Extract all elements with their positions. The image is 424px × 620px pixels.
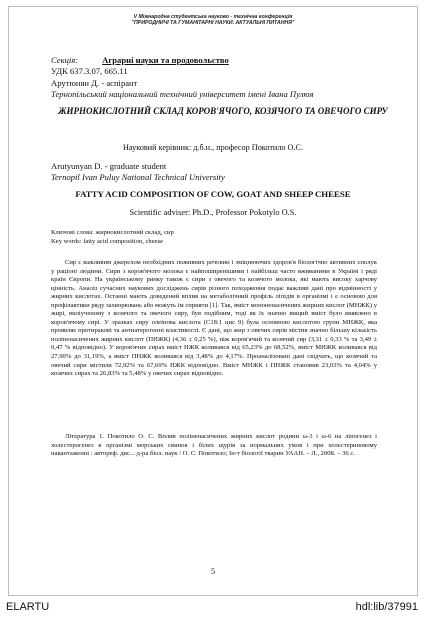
section-value: Аграрні науки та продовольство [102, 55, 229, 65]
section-line [51, 55, 229, 65]
author-en: Arutyunyan D. - graduate student [51, 161, 167, 171]
reference-paragraph: Література 1. Покотило О. С. Вплив поліненасичених жирних кислот родини ω-3 і ω-6 на ліпогенез і холестерогенез в організмі морських свинок і білих щурів за нормальних умов і при холестериновому навантаженні : автореф. дис... д-ра біол. наук / О. С. Покотило; Ін-т біології тварин УААН. – Л., 2008. – 36 с. [51, 433, 377, 458]
paper-page [8, 6, 418, 596]
author-uk: Арутюнян Д. - аспірант [51, 78, 138, 88]
udk-code: УДК 637.3.07, 665.11 [51, 66, 128, 76]
page-number: 5 [211, 567, 215, 576]
affiliation-en: Ternopil Ivan Puluy National Technical University [51, 172, 225, 182]
keywords-block [51, 229, 174, 246]
title-uk: ЖИРНОКИСЛОТНИЙ СКЛАД КОРОВ'ЯЧОГО, КОЗЯЧОГО ТА ОВЕЧОГО СИРУ [58, 106, 388, 116]
keywords-uk: Ключові слова: жирнокислотний склад, сир [51, 229, 174, 236]
affiliation-uk: Тернопільський національний технічний університет імені Івана Пулюя [51, 89, 314, 99]
conference-line-1: V Міжнародна студентська науково - технічна конференція [133, 14, 293, 20]
body-paragraph: Сир є важливим джерелом необхідних поживних речовин і зміцнюючих здоров'я біологічно активних сполук у раціоні людини. Сири з коров'ячого молока є найпоширенішими і найбільш часто вживаними в Україні і ряді країн Європи. На українському ринку також є сири з овечого та козячого молока, які мають високу харчову цінність. Аналіз сучасних наукових досліджень сирів різного походження подає важливі дані про відмінності у жирних кислотах. Останні мають доведений вплив на метаболічний профіль ліпідів в організмі і є основою для профілактики ряду захворювань або можуть їм сприяти [1]. Так, вміст мононенасичених жирних кислот (МНЖК) у жирі, виліученому з козячого та овечого сиру, був подібним, тоді як їх значно вищий вміст було виявлено в коров'ячому сирі. У зразках сиру олеїнова кислота (C18:1 цис 9) була основною кислотою групи МНЖК, яка проявляє протиракові та антиатерогенні властивості. Є дані, що жир з овечих сирів містив значно більшу кількість поліненасичених жирних кислот (ПНЖК) (4,36 ± 0,25 %), ніж коров'ячий та козячий сир (3,31 ± 0,33 % та 3,49 ± 0,47 % відповідно). У коров'ячих сирах вміст НЖК коливався від 65,23% до 68,52%, вміст МНЖК коливався від 27,90% до 31,19%, а вміст ПНЖК коливався від 3,48% до 4,17%. Проаналізовані дані свідчать, що козячий та овечий сири містили 72,92% та 67,69% НЖК відповідно. Вміст МНЖК і ПНЖК становив 23,03% та 4,04% у козячих сирах та 26,83% та 5,48% у овечих сирах відповідно. [51, 259, 377, 378]
keywords-en: Key words: fatty acid composition, cheese [51, 237, 164, 245]
footer-handle-link[interactable]: hdl:lib/37991 [355, 601, 418, 613]
footer-bar [0, 598, 424, 620]
supervisor-uk: Науковий керівник: д.б.н., професор Покотило О.С. [123, 143, 303, 152]
conference-line-2: "ПРИРОДНИЧІ ТА ГУМАНІТАРНІ НАУКИ. АКТУАЛЬНІ ПИТАННЯ" [131, 20, 295, 27]
supervisor-en: Scientific adviser: Ph.D., Professor Pokotylo O.S. [129, 208, 297, 217]
title-en: FATTY ACID COMPOSITION OF COW, GOAT AND SHEEP CHEESE [75, 189, 351, 199]
conference-header [9, 14, 417, 27]
footer-repository-label: ELARTU [6, 601, 50, 613]
section-label: Секція: [51, 55, 79, 65]
